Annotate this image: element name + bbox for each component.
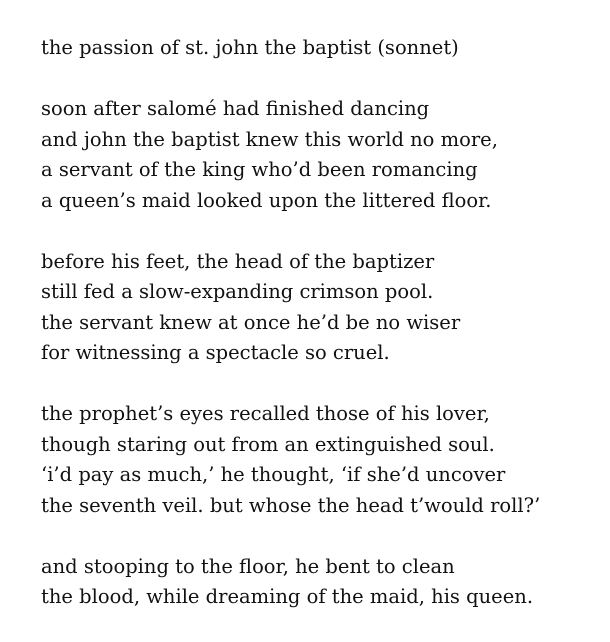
poem-line: the prophet’s eyes recalled those of his lover, bbox=[41, 402, 490, 425]
poem-line: a queen’s maid looked upon the littered floor. bbox=[41, 188, 492, 212]
stanza-gap bbox=[41, 64, 540, 95]
poem-line: soon after salomé had finished dancing bbox=[41, 97, 430, 120]
poem-line: and stooping to the floor, he bent to clean bbox=[41, 554, 455, 578]
poem-line: the servant knew at once he’d be no wiser bbox=[41, 310, 461, 334]
stanza-2 bbox=[41, 247, 540, 369]
stanza-gap bbox=[41, 216, 540, 247]
stanza-gap bbox=[41, 369, 540, 400]
poem-line: and john the baptist knew this world no more, bbox=[41, 127, 498, 151]
poem bbox=[41, 33, 540, 613]
poem-line: before his feet, the head of the baptizer bbox=[41, 249, 435, 273]
poem-line: the seventh veil. but whose the head t’would roll?’ bbox=[41, 493, 541, 517]
poem-line: a servant of the king who’d been romancing bbox=[41, 158, 478, 181]
poem-line: ‘i’d pay as much,’ he thought, ‘if she’d uncover bbox=[41, 463, 506, 486]
stanza-3 bbox=[41, 399, 540, 521]
poem-line: still fed a slow-expanding crimson pool. bbox=[41, 280, 434, 303]
poem-line: for witnessing a spectacle so cruel. bbox=[41, 341, 390, 364]
stanza-1 bbox=[41, 94, 540, 216]
poem-line: though staring out from an extinguished soul. bbox=[41, 432, 495, 456]
stanza-4 bbox=[41, 552, 540, 613]
stanza-gap bbox=[41, 521, 540, 552]
poem-title: the passion of st. john the baptist (sonnet) bbox=[41, 36, 459, 59]
poem-line: the blood, while dreaming of the maid, his queen. bbox=[41, 585, 534, 608]
